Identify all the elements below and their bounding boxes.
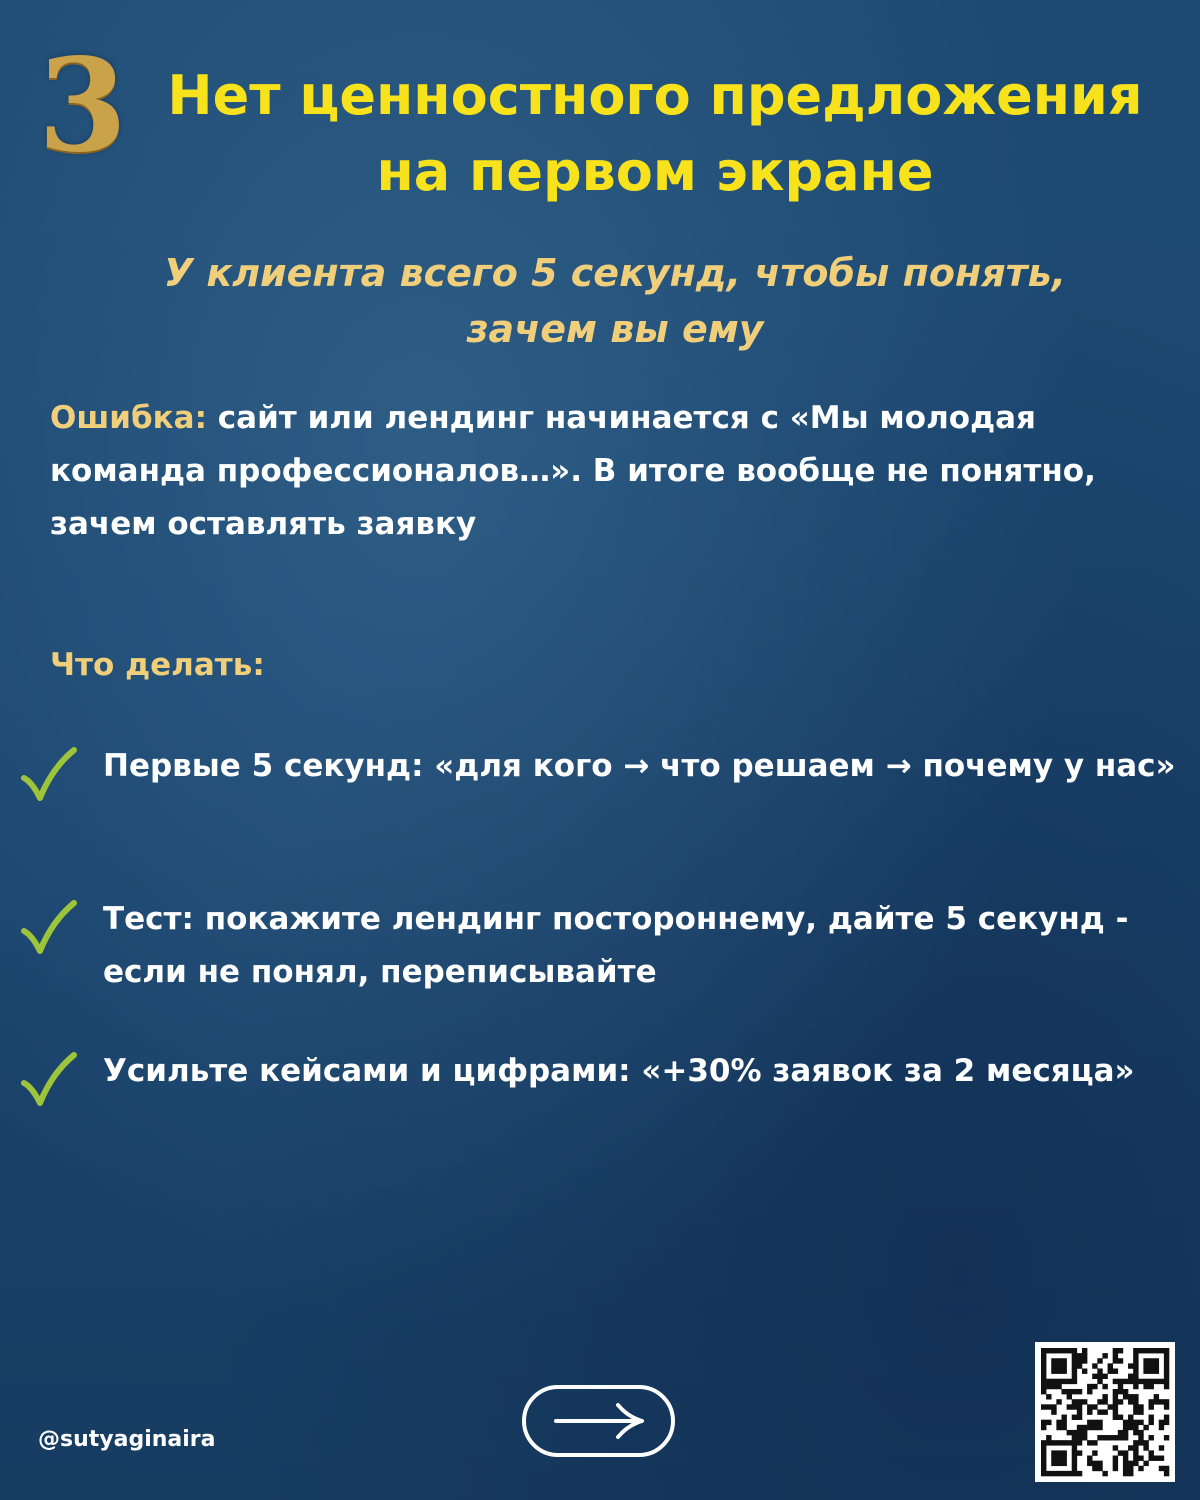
title-line-2: на первом экране bbox=[376, 140, 934, 203]
check-icon bbox=[18, 1049, 78, 1109]
error-text: сайт или лендинг начинается с «Мы молодая команда профессионалов…». В итоге вообще не понятно, зачем оставлять заявку bbox=[50, 400, 1096, 542]
subtitle-line-2: зачем вы ему bbox=[466, 307, 764, 351]
subtitle-line-1: У клиента всего 5 секунд, чтобы понять, bbox=[163, 251, 1067, 295]
error-label: Ошибка: bbox=[50, 400, 207, 436]
arrow-right-icon bbox=[552, 1401, 648, 1441]
qr-code-graphic bbox=[1035, 1342, 1175, 1482]
list-item-text: Усильте кейсами и цифрами: «+30% заявок за 2 месяца» bbox=[103, 1053, 1135, 1089]
qr-code-icon bbox=[1035, 1342, 1175, 1482]
next-button[interactable] bbox=[522, 1385, 675, 1457]
list-item-text: Первые 5 секунд: «для кого → что решаем → почему у нас» bbox=[103, 748, 1176, 784]
title-line-1: Нет ценностного предложения bbox=[167, 64, 1143, 127]
slide-number: 3 bbox=[38, 31, 128, 181]
check-icon bbox=[18, 897, 78, 957]
slide-title bbox=[130, 58, 1180, 210]
slide-subtitle bbox=[100, 245, 1130, 357]
author-handle: @sutyaginaira bbox=[38, 1427, 216, 1452]
check-icon bbox=[18, 744, 78, 804]
todo-heading: Что делать: bbox=[50, 647, 265, 683]
error-paragraph bbox=[50, 392, 1160, 551]
list-item-text: Тест: покажите лендинг постороннему, дайте 5 секунд - если не понял, переписывайте bbox=[103, 901, 1129, 990]
